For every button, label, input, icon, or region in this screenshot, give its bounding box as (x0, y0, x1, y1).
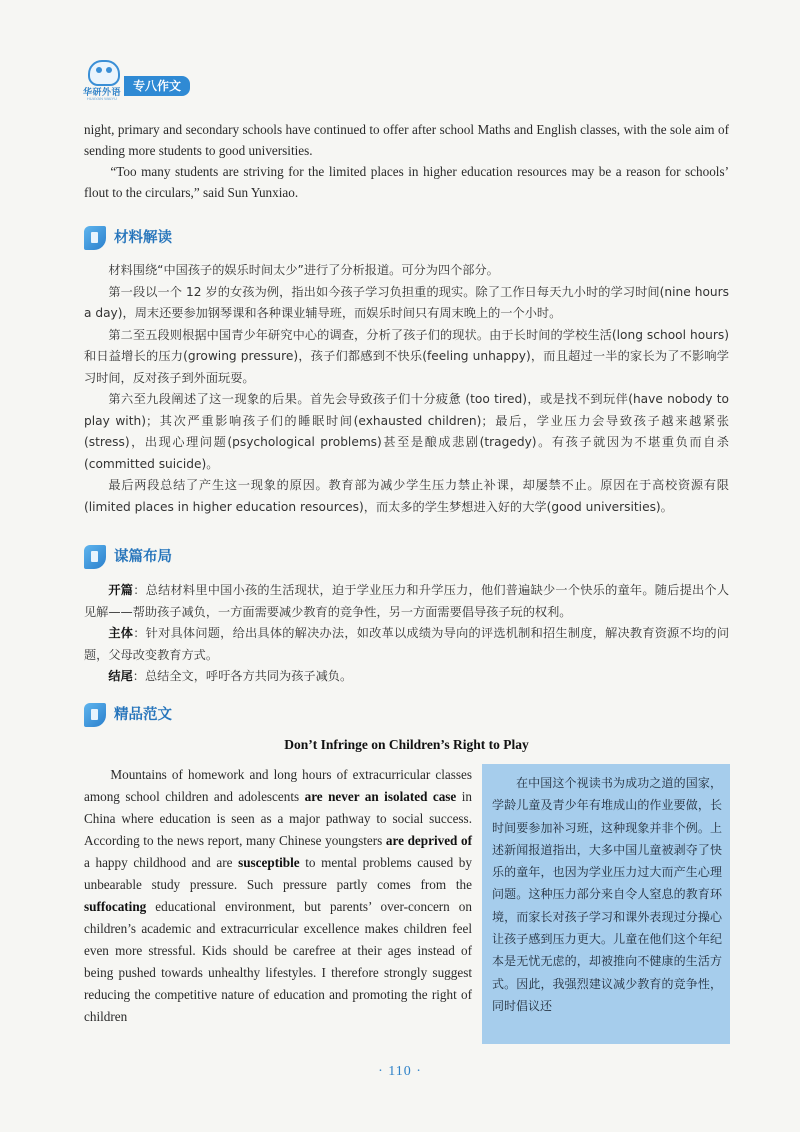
key-phrase: are never an isolated case (304, 789, 457, 804)
analysis-paragraph: 材料围绕“中国孩子的娱乐时间太少”进行了分析报道。可分为四个部分。 (108, 263, 499, 277)
structure-item-ending (84, 666, 729, 688)
structure-text (84, 580, 729, 688)
section-bookmark-icon (84, 545, 106, 569)
key-phrase: suffocating (84, 899, 147, 914)
analysis-paragraph: 最后两段总结了产生这一现象的原因。教育部为减少学生压力禁止补课，却屡禁不止。原因在于高校资源有限(limited places in higher education resources)，而太多的学生梦想进入好的大学(good universities)。 (84, 478, 729, 514)
section-bookmark-icon (84, 703, 106, 727)
section-title: 材料解读 (114, 230, 172, 246)
chinese-translation-box (482, 764, 730, 1044)
book-series-tab: 专八作文 (124, 76, 190, 96)
page-number: · 110 · (378, 1064, 422, 1079)
analysis-paragraph: 第一段以一个 12 岁的女孩为例，指出如今孩子学习负担重的现实。除了工作日每天九小时的学习时间(nine hours a day)，周末还要参加钢琴课和各种课业辅导班，而娱乐时间只有周末晚上的一个小时。 (84, 284, 729, 320)
structure-label: 结尾 (108, 669, 133, 683)
material-analysis-text (84, 260, 729, 518)
structure-text: ：总结全文，呼吁各方共同为孩子减负。 (132, 669, 353, 683)
essay-title: Don’t Infringe on Children’s Right to Play (284, 737, 529, 752)
section-title: 谋篇布局 (114, 549, 172, 565)
model-essay-text (84, 764, 472, 1028)
key-phrase: susceptible (238, 855, 300, 870)
analysis-paragraph: 第二至五段则根据中国青少年研究中心的调查，分析了孩子们的现状。由于长时间的学校生活(long school hours)和日益增长的压力(growing pressure)，孩子们都感到不快乐(feeling unhappy)，而且超过一半的家长为了不影响学习时间，反对孩子到外面玩耍。 (84, 327, 729, 385)
intro-paragraph-2: “Too many students are striving for the limited places in higher education resources may be a reason for schools’ flout to the circulars,” said Sun Yunxiao. (84, 164, 729, 200)
translation-text: 在中国这个视读书为成功之道的国家，学龄儿童及青少年有堆成山的作业要做，长时间要参加补习班，这种现象并非个例。上述新闻报道指出，大多中国儿童被剥夺了快乐的童年，也因为学业压力过大而产生心理问题。这种压力部分来自令人窒息的教育环境，而家长对孩子学习和课外表现过分操心让孩子感到压力更大。儿童在他们这个年纪本是无忧无虑的，却被推向不健康的生活方式。因此，我强烈建议减少教育的竞争性，同时倡议还 (492, 776, 722, 1013)
intro-paragraph-1: night, primary and secondary schools have continued to offer after school Maths and English classes, with the sole aim of sending more students to good universities. (84, 122, 729, 158)
logo-subtext: HUAYAN WAIYU (86, 96, 118, 101)
logo-text: 华研外语 (82, 87, 121, 97)
structure-label: 主体 (108, 626, 134, 640)
structure-text: ：总结材料里中国小孩的生活现状，迫于学业压力和升学压力，他们普遍缺少一个快乐的童年。随后提出个人见解——帮助孩子减负，一方面需要减少教育的竞争性，另一方面需要倡导孩子玩的权利。 (84, 583, 730, 619)
section-bookmark-icon (84, 226, 106, 250)
intro-english-text (84, 119, 729, 203)
key-phrase: are deprived of (385, 833, 472, 848)
structure-item-body (84, 623, 729, 666)
structure-item-opening (84, 580, 729, 623)
analysis-paragraph: 第六至九段阐述了这一现象的后果。首先会导致孩子们十分疲惫 (too tired)，或是找不到玩伴(have nobody to play with)；其次严重影响孩子们的睡眠时间(exhausted children)；最后，学业压力会导致孩子越来越紧张(stress)，出现心理问题(psychological problems)甚至是酿成悲剧(tragedy)。有孩子就因为不堪重负而自杀(committed suicide)。 (84, 392, 729, 471)
structure-text: ：针对具体问题，给出具体的解决办法，如改革以成绩为导向的评选机制和招生制度，解决教育资源不均的问题，父母改变教育方式。 (84, 626, 730, 662)
publisher-logo (80, 60, 124, 102)
frog-mascot-icon (88, 60, 120, 86)
essay-paragraph: Mountains of homework and long hours of extracurricular classes among school children and adolescents are never an isolated case in China where education is seen as a major pathway to social success. According to the news report, many Chinese youngsters are deprived of a happy childhood and are susceptible to mental problems caused by unbearable study pressure. Such pressure partly comes from the suffocating educational environment, but parents’ over-concern on children’s academic and extracurricular excellence makes children feel even more stressful. Kids should be carefree at their ages instead of being pushed towards unhealthy lifestyles. I therefore strongly suggest reducing the competitive nature of education and promoting the right of children (84, 767, 472, 1024)
structure-label: 开篇 (108, 583, 134, 597)
section-title: 精品范文 (114, 707, 172, 723)
